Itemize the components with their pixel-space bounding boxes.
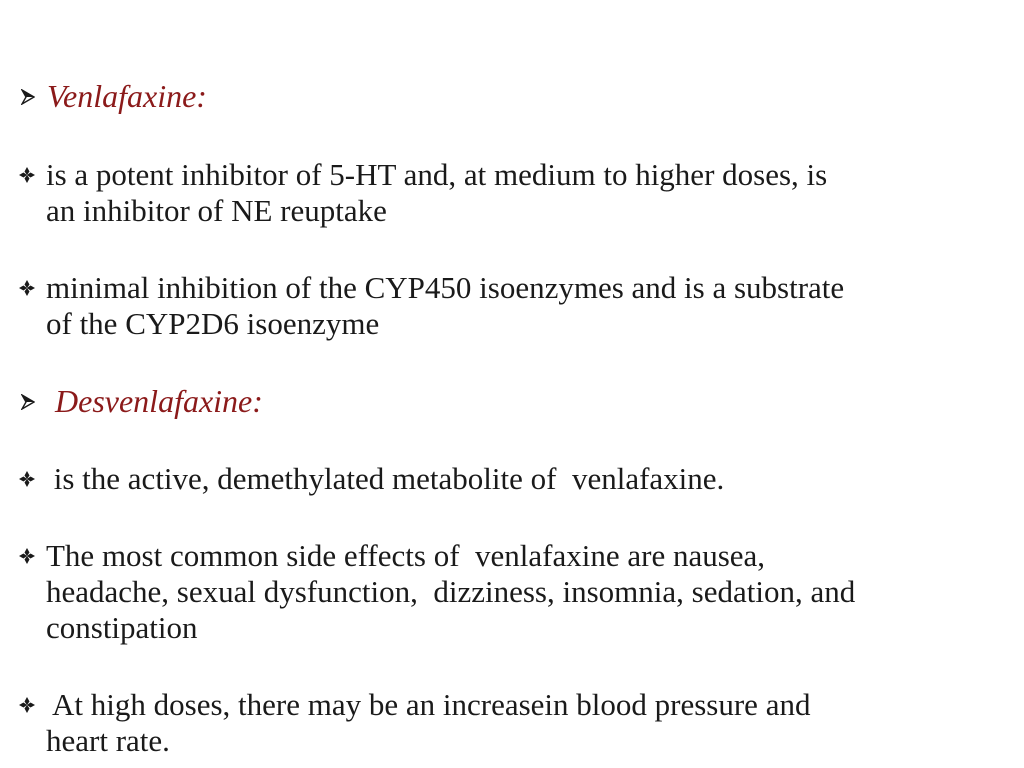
bullet-text-line: is a potent inhibitor of 5-HT and, at medium to higher doses, is [46, 157, 828, 192]
diamond-bullet-icon [18, 166, 36, 184]
bullet-text-line: constipation [46, 610, 198, 645]
bullet-text-line: is the active, demethylated metabolite of venlafaxine. [46, 461, 725, 496]
section-heading-desvenlafaxine: Desvenlafaxine: [47, 383, 263, 419]
bullet-text-line: The most common side effects of venlafaxine are nausea, [46, 538, 766, 573]
diamond-bullet-icon [18, 547, 36, 565]
arrow-bullet-icon [21, 89, 35, 105]
arrow-bullet-icon [21, 394, 35, 410]
section-heading-venlafaxine: Venlafaxine: [47, 78, 207, 114]
diamond-bullet-icon [18, 470, 36, 488]
bullet-text-line: At high doses, there may be an increasein blood pressure and [46, 687, 811, 722]
bullet-text-line: an inhibitor of NE reuptake [46, 193, 387, 228]
bullet-text-line: minimal inhibition of the CYP450 isoenzymes and is a substrate [46, 270, 845, 305]
diamond-bullet-icon [18, 279, 36, 297]
bullet-text-line: of the CYP2D6 isoenzyme [46, 306, 380, 341]
bullet-text-line: headache, sexual dysfunction, dizziness, insomnia, sedation, and [46, 574, 856, 609]
bullet-text-line: heart rate. [46, 723, 170, 758]
diamond-bullet-icon [18, 696, 36, 714]
